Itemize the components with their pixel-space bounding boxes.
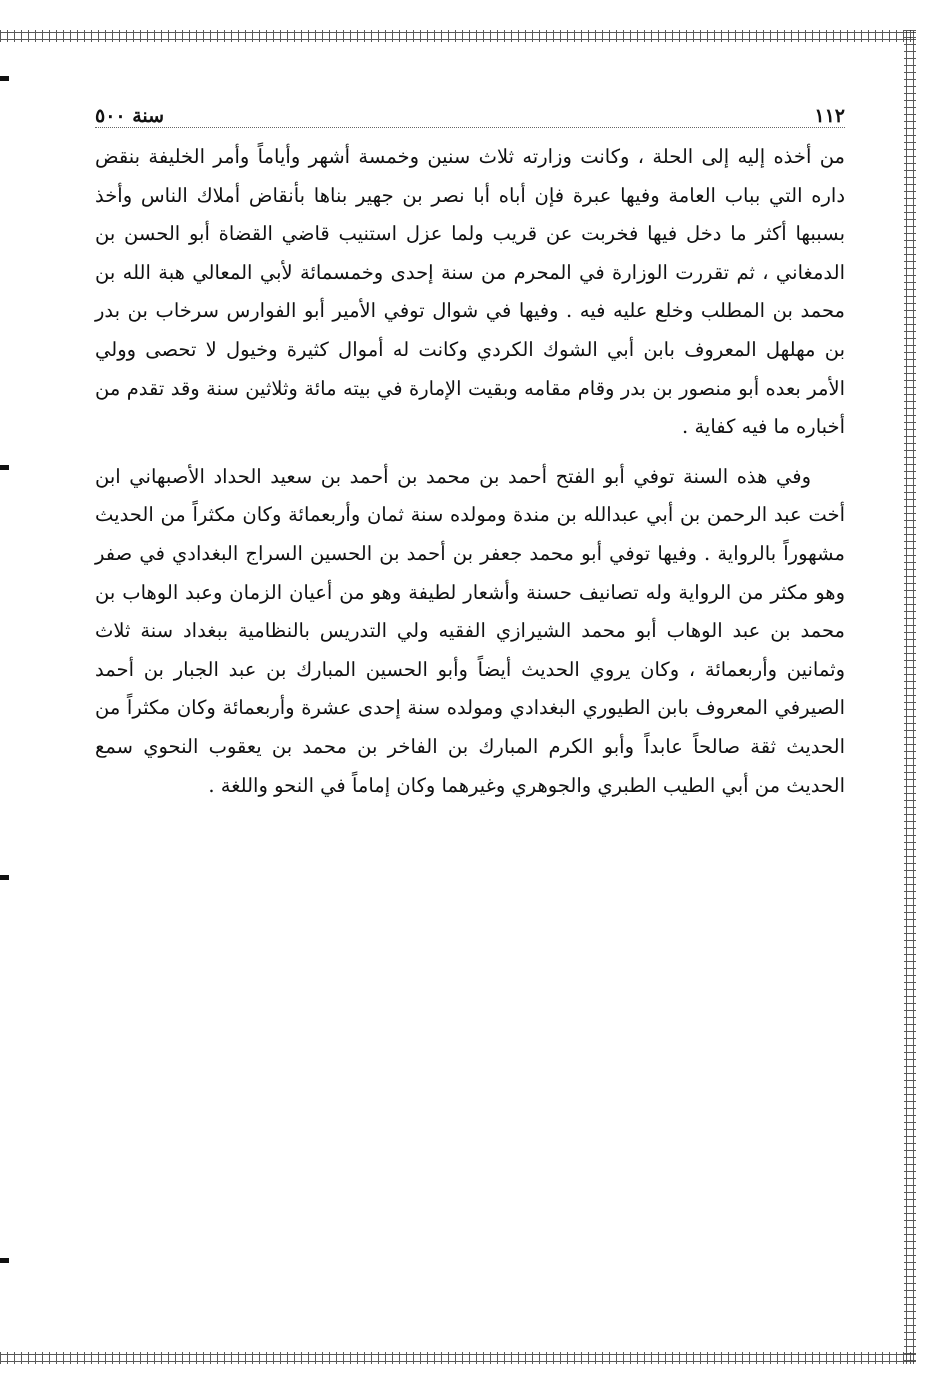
running-title-year: سنة ٥٠٠	[95, 105, 165, 127]
ornamental-border-right	[904, 30, 916, 1364]
scan-edge-mark	[0, 875, 9, 880]
running-header	[95, 95, 845, 128]
page-number: ١١٢	[814, 105, 845, 127]
ornamental-border-top	[0, 30, 916, 42]
ornamental-border-bottom	[0, 1352, 916, 1364]
body-text	[95, 138, 845, 805]
paragraph: من أخذه إليه إلى الحلة ، وكانت وزارته ثلاث سنين وخمسة أشهر وأياماً وأمر الخليفة بنقض داره التي بباب العامة وفيها عبرة فإن أباه أبا نصر بن جهير بناها بأنقاض أملاك الناس وأخذ بسببها أكثر ما دخل فيها فخربت عن قريب ولما عزل استنيب قاضي القضاة أبو الحسن بن الدمغاني ، ثم تقررت الوزارة في المحرم من سنة إحدى وخمسمائة لأبي المعالي هبة الله بن محمد بن المطلب وخلع عليه فيه . وفيها في شوال توفي الأمير أبو الفوارس سرخاب بن بدر بن مهلهل المعروف بابن أبي الشوك الكردي وكانت له أموال كثيرة وخيول لا تحصى وولي الأمر بعده أبو منصور بن بدر وقام مقامه وبقيت الإمارة في بيته مائة وثلاثين سنة وقد تقدم من أخباره ما فيه كفاية .	[95, 145, 845, 439]
scan-edge-mark	[0, 76, 9, 81]
paragraph: وفي هذه السنة توفي أبو الفتح أحمد بن محمد بن أحمد بن سعيد الحداد الأصبهاني ابن أخت عبد الرحمن بن أبي عبدالله بن مندة ومولده سنة ثمان وأربعمائة وكان مكثراً من الحديث مشهوراً بالرواية . وفيها توفي أبو محمد جعفر بن أحمد بن الحسين السراج البغدادي في صفر وهو مكثر من الرواية وله تصانيف حسنة وأشعار لطيفة وهو من أعيان الزمان وعبد الوهاب بن محمد بن عبد الوهاب أبو محمد الشيرازي الفقيه ولي التدريس بالنظامية ببغداد سنة ثلاث وثمانين وأربعمائة ، وكان يروي الحديث أيضاً وأبو الحسين المبارك بن عبد الجبار بن أحمد الصيرفي المعروف بابن الطيوري البغدادي ومولده سنة إحدى عشرة وأربعمائة وكان مكثراً من الحديث ثقة صالحاً عابداً وأبو الكرم المبارك بن الفاخر بن محمد بن يعقوب النحوي سمع الحديث من أبي الطيب الطبري والجوهري وغيرهما وكان إماماً في النحو واللغة .	[95, 464, 845, 797]
scan-edge-mark	[0, 1258, 9, 1263]
scan-edge-mark	[0, 465, 9, 470]
book-page	[95, 95, 845, 805]
